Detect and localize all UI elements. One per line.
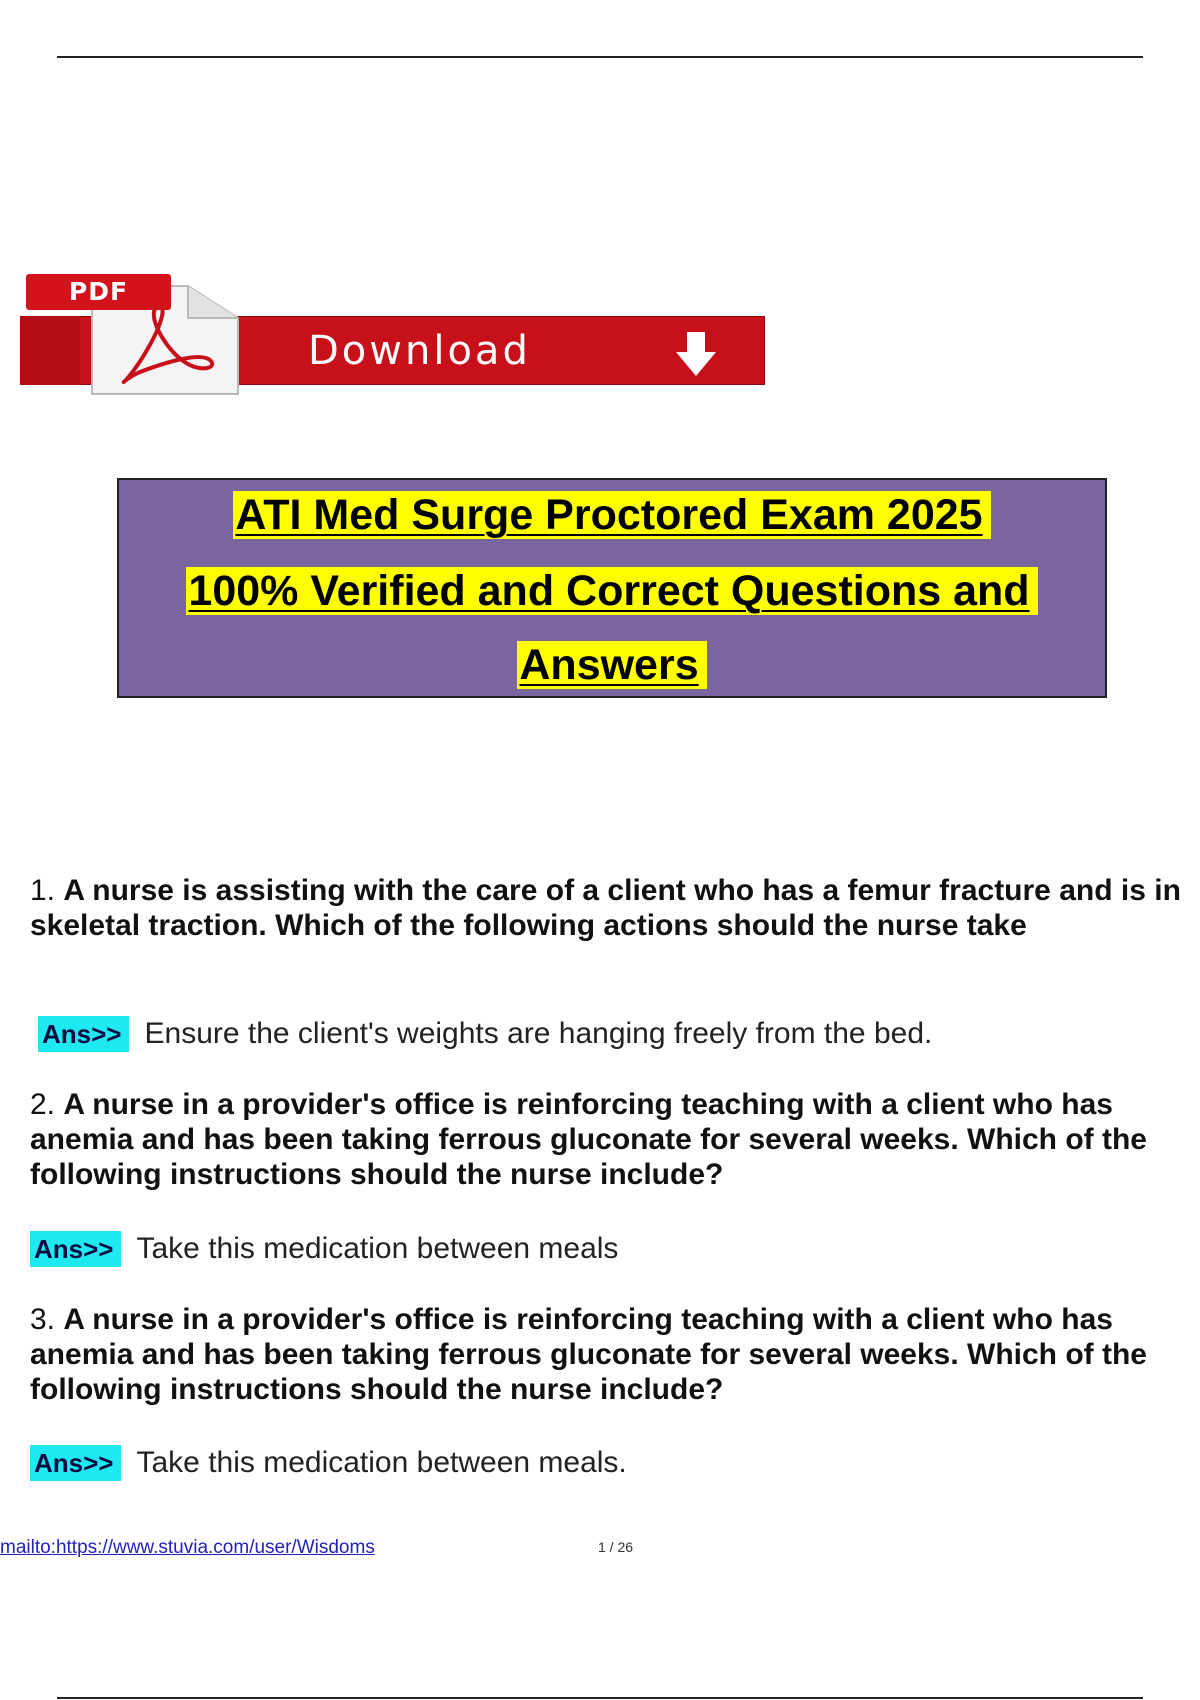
- question-number: 1.: [30, 874, 56, 907]
- title-line-2-text: 100% Verified and Correct Questions and: [186, 567, 1037, 615]
- bottom-rule: [57, 1697, 1143, 1699]
- top-rule: [57, 56, 1143, 58]
- question-text: [30, 1087, 1200, 1192]
- page-number: 1 / 26: [598, 1539, 634, 1555]
- question-text: [30, 1302, 1200, 1407]
- arrow-down-icon[interactable]: [670, 328, 722, 380]
- question-body: A nurse in a provider's office is reinforcing teaching with a client who has anemia and has been taking ferrous gluconate for several weeks. Which of the following instructions should the nurse include?: [30, 1088, 1147, 1191]
- question-3: [30, 1302, 1200, 1407]
- pdf-label: PDF: [26, 274, 171, 310]
- answer-tag: Ans>>: [38, 1016, 129, 1052]
- title-line-1: [119, 490, 1105, 540]
- answer-tag: Ans>>: [30, 1445, 121, 1481]
- question-text: [30, 873, 1200, 943]
- title-line-2: [119, 566, 1105, 616]
- answer-text: Ensure the client's weights are hanging freely from the bed.: [144, 1017, 933, 1050]
- question-number: 2.: [30, 1088, 56, 1121]
- question-1: [30, 873, 1200, 943]
- question-number: 3.: [30, 1303, 56, 1336]
- title-line-1-text: ATI Med Surge Proctored Exam 2025: [233, 491, 990, 539]
- question-body: A nurse is assisting with the care of a client who has a femur fracture and is in skeletal traction. Which of the following actions should the nurse take: [30, 874, 1181, 942]
- answer-2: [30, 1231, 618, 1267]
- download-label[interactable]: Download: [308, 328, 531, 374]
- document-title-box: [117, 478, 1107, 698]
- answer-3: [30, 1445, 627, 1481]
- pdf-download-banner[interactable]: [20, 262, 765, 397]
- answer-text: Take this medication between meals: [136, 1232, 619, 1265]
- answer-text: Take this medication between meals.: [136, 1446, 627, 1479]
- title-line-3: [119, 640, 1105, 690]
- footer-link[interactable]: mailto:https://www.stuvia.com/user/Wisdoms: [0, 1537, 375, 1558]
- title-line-3-text: Answers: [517, 641, 706, 689]
- answer-tag: Ans>>: [30, 1231, 121, 1267]
- question-body: A nurse in a provider's office is reinforcing teaching with a client who has anemia and has been taking ferrous gluconate for several weeks. Which of the following instructions should the nurse include?: [30, 1303, 1147, 1406]
- answer-1: [38, 1016, 932, 1052]
- question-2: [30, 1087, 1200, 1192]
